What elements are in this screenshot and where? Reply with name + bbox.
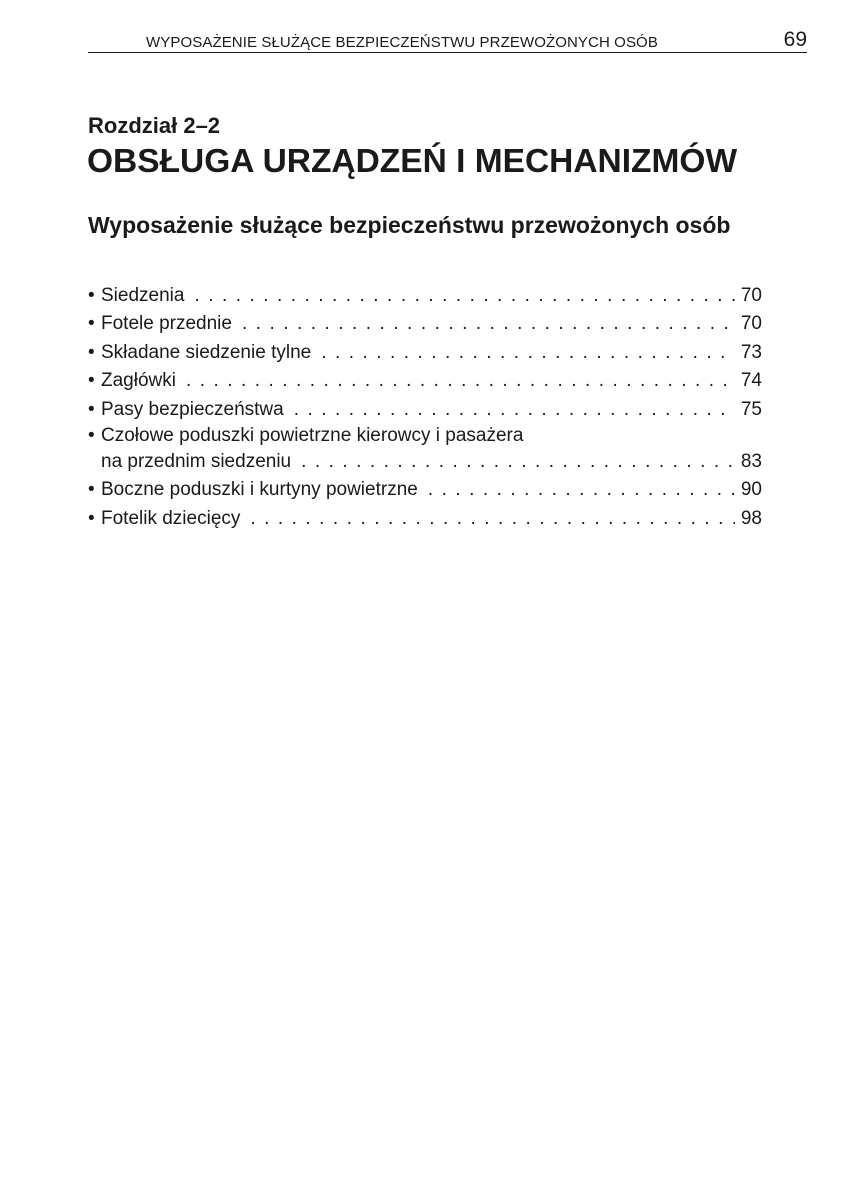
dot-leader xyxy=(242,310,735,338)
toc-entry-label: Zagłówki xyxy=(101,370,176,392)
running-title: WYPOSAŻENIE SŁUŻĄCE BEZPIECZEŃSTWU PRZEWOŻONYCH OSÓB xyxy=(146,34,658,51)
dot-leader xyxy=(294,396,735,424)
bullet-icon: • xyxy=(88,313,95,335)
bullet-icon: • xyxy=(88,285,95,306)
toc-entry-fotelik[interactable] xyxy=(88,505,762,533)
bullet-icon: • xyxy=(88,341,95,363)
running-header xyxy=(88,24,807,53)
section-title: Wyposażenie służące bezpieczeństwu przewożonych osób xyxy=(88,212,731,238)
toc-entry-siedzenia[interactable] xyxy=(88,282,762,310)
toc-entry-label: Fotelik dziecięcy xyxy=(101,507,241,529)
toc-entry-page: 83 xyxy=(740,450,762,472)
toc-entry-label-continued: na przednim siedzeniu xyxy=(101,450,292,472)
toc-entry-poduszki-czolowe[interactable] xyxy=(88,424,762,476)
toc-entry-page: 73 xyxy=(740,341,762,363)
chapter-title: OBSŁUGA URZĄDZEŃ I MECHANIZMÓW xyxy=(87,143,738,180)
page-number: 69 xyxy=(783,28,807,51)
dot-leader xyxy=(250,505,734,533)
toc-entry-page: 90 xyxy=(740,479,762,501)
toc-entry-skladane-siedzenie[interactable] xyxy=(88,339,762,367)
dot-leader xyxy=(321,339,735,367)
bullet-icon: • xyxy=(88,424,95,446)
dot-leader xyxy=(301,448,735,476)
chapter-label: Rozdział 2–2 xyxy=(88,113,221,138)
toc-entry-page: 75 xyxy=(740,398,762,420)
dot-leader xyxy=(186,367,735,395)
toc-entry-pasy[interactable] xyxy=(88,396,762,424)
toc-entry-label: Składane siedzenie tylne xyxy=(101,341,312,363)
table-of-contents xyxy=(88,282,762,533)
bullet-icon: • xyxy=(88,370,95,392)
bullet-icon: • xyxy=(88,398,95,420)
toc-entry-page: 70 xyxy=(740,285,762,306)
bullet-icon: • xyxy=(88,479,95,501)
toc-entry-page: 70 xyxy=(740,313,762,335)
toc-entry-page: 98 xyxy=(740,507,762,529)
toc-entry-zaglowki[interactable] xyxy=(88,367,762,395)
toc-entry-label: Pasy bezpieczeństwa xyxy=(101,398,284,420)
toc-entry-label: Siedzenia xyxy=(101,285,185,306)
dot-leader xyxy=(194,282,734,310)
toc-entry-fotele-przednie[interactable] xyxy=(88,310,762,338)
toc-entry-label: Fotele przednie xyxy=(101,313,232,335)
dot-leader xyxy=(428,476,735,504)
toc-entry-label: Boczne poduszki i kurtyny powietrzne xyxy=(101,479,418,501)
toc-entry-label: Czołowe poduszki powietrzne kierowcy i pasażera xyxy=(101,424,524,446)
bullet-icon: • xyxy=(88,507,95,529)
toc-entry-page: 74 xyxy=(740,370,762,392)
toc-entry-poduszki-boczne[interactable] xyxy=(88,476,762,504)
